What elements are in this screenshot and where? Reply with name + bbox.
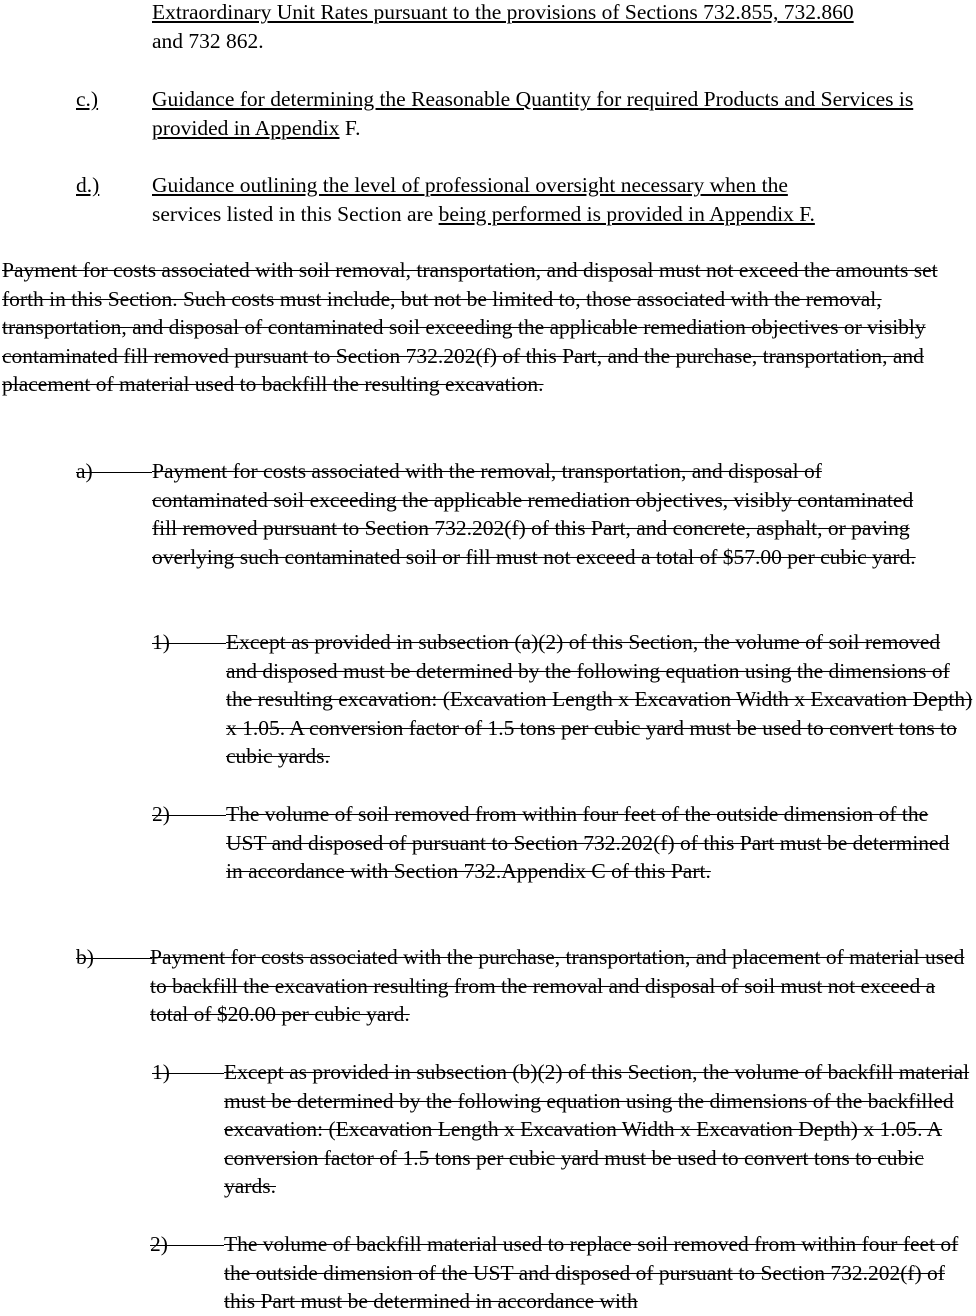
item-d-underlined-text-1: Guidance outlining the level of professional oversight necessary when the: [152, 173, 788, 197]
subsection-a-item-1-label-strike: [152, 643, 226, 644]
continuation-paragraph: [152, 0, 972, 55]
subsection-b-label: b): [76, 945, 94, 969]
subsection-a-item-1-text: Except as provided in subsection (a)(2) of this Section, the volume of soil removed and disposed must be determined by the following equation using the dimensions of the resulting excavation: (Excavation Length x Excavation Width x Excavation Depth) x 1.05. A conversion factor of 1.5 tons per cubic yard must be used to convert tons to cubic yards.: [226, 630, 973, 769]
item-c-plain-text: F.: [339, 115, 361, 140]
item-d-label: d.): [76, 173, 100, 197]
item-d-text: [152, 171, 942, 228]
subsection-b-label-strike: [76, 958, 152, 959]
subsection-b-item-1-text: Except as provided in subsection (b)(2) of this Section, the volume of backfill material must be determined by the following equation using the dimensions of the backfilled excavation: (Excavation Length x Excavation Width x Excavation Depth) x 1.05. A conversion factor of 1.5 tons per cubic yard must be used to convert tons to cubic yards.: [224, 1060, 970, 1199]
subsection-a-text: Payment for costs associated with the removal, transportation, and disposal of contaminated soil exceeding the applicable remediation objectives, visibly contaminated fill removed pursuant to Section 732.202(f) of this Part, and concrete, asphalt, or paving overlying such contaminated soil or fill must not exceed a total of $57.00 per cubic yard.: [152, 459, 916, 569]
item-c-label: c.): [76, 87, 99, 111]
subsection-a-label: a): [76, 459, 93, 483]
item-d-plain-text: services listed in this Section are: [152, 201, 439, 226]
subsection-b-item-2-label: 2): [150, 1232, 168, 1256]
item-c-text: [152, 85, 942, 142]
subsection-a-item-2-text: The volume of soil removed from within four feet of the outside dimension of the UST and disposed of pursuant to Section 732.202(f) of this Part must be determined in accordance with Section 732.Appendix C of this Part.: [226, 802, 950, 884]
item-c-underlined-text: Guidance for determining the Reasonable Quantity for required Products and Services is provided in Appendix: [152, 87, 914, 140]
continuation-line-1: Extraordinary Unit Rates pursuant to the provisions of Sections 732.855, 732.860: [152, 0, 854, 24]
continuation-line-2: and 732 862.: [152, 28, 264, 53]
subsection-b-text: Payment for costs associated with the purchase, transportation, and placement of material used to backfill the excavation resulting from the removal and disposal of soil must not exceed a total of $20.00 per cubic yard.: [150, 945, 965, 1027]
struck-intro-paragraph: Payment for costs associated with soil removal, transportation, and disposal must not exceed the amounts set forth in this Section. Such costs must include, but not be limited to, those associated with the removal, transportation, and disposal of contaminated soil exceeding the applicable remediation objectives or visibly contaminated fill removed pursuant to Section 732.202(f) of this Part, and the purchase, transportation, and placement of material used to backfill the resulting excavation.: [2, 258, 938, 397]
subsection-b-item-1-label: 1): [152, 1060, 170, 1084]
item-d-underlined-text-2: being performed is provided in Appendix F.: [438, 201, 815, 226]
subsection-a-label-strike: [76, 472, 152, 473]
subsection-a-item-2-label: 2): [152, 802, 170, 826]
subsection-a-item-2-label-strike: [152, 815, 226, 816]
subsection-b-item-2-label-strike: [150, 1245, 224, 1246]
subsection-b-item-2-text: The volume of backfill material used to replace soil removed from within four feet of the outside dimension of the UST and disposed of pursuant to Section 732.202(f) of this Part must be determined in accordance with: [224, 1232, 959, 1314]
subsection-b-item-1-label-strike: [152, 1073, 224, 1074]
subsection-a-item-1-label: 1): [152, 630, 170, 654]
